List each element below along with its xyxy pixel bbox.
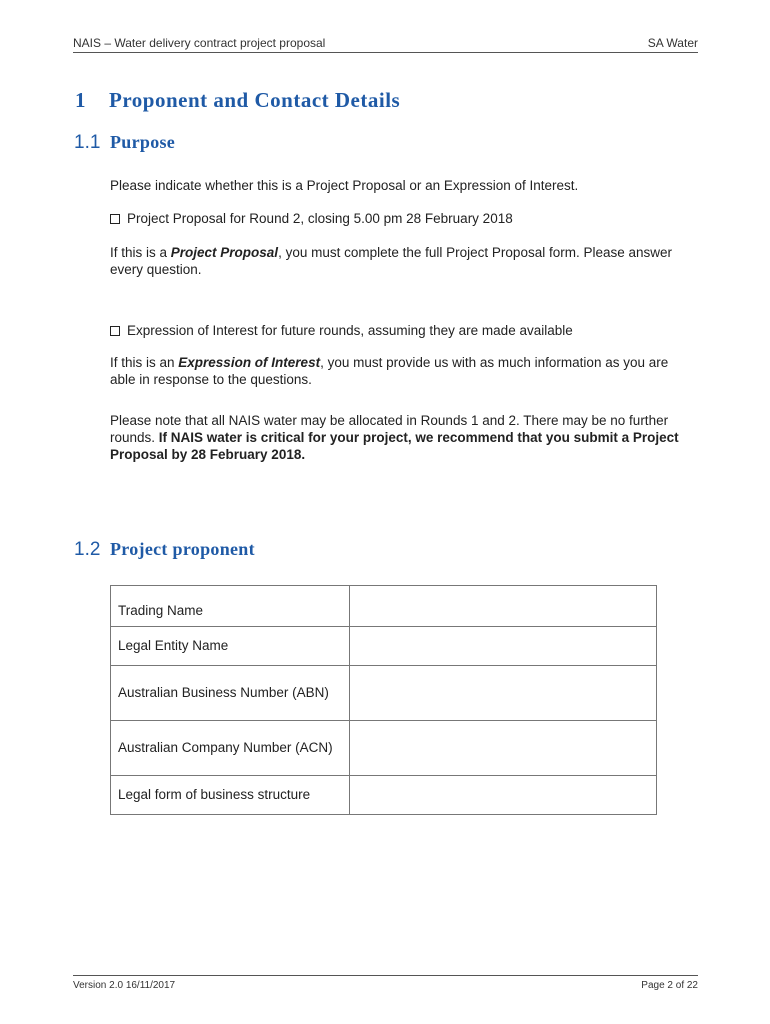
project-proponent-table bbox=[110, 585, 657, 815]
section-1-heading bbox=[75, 88, 400, 113]
page-header bbox=[73, 36, 698, 53]
proposal-instructions-suffix: , you must complete the full Project Proposal form. Please answer every question. bbox=[110, 245, 673, 277]
checkbox-icon[interactable] bbox=[110, 326, 120, 336]
page-footer bbox=[73, 975, 698, 991]
section-1-2-number: 1.2 bbox=[74, 539, 101, 560]
rounds-note-text: Please note that all NAIS water may be allocated in Rounds 1 and 2. There may be no further rounds. bbox=[110, 413, 669, 445]
checkbox-icon[interactable] bbox=[110, 214, 120, 224]
option-project-proposal[interactable] bbox=[110, 210, 690, 227]
table-row bbox=[111, 776, 657, 815]
acn-field[interactable] bbox=[350, 721, 657, 776]
section-1-2-heading bbox=[74, 539, 255, 561]
legal-entity-name-label: Legal Entity Name bbox=[111, 627, 350, 666]
section-1-1-title: Purpose bbox=[110, 132, 176, 152]
section-1-title: Proponent and Contact Details bbox=[109, 88, 401, 112]
section-1-number: 1 bbox=[75, 88, 86, 112]
table-row bbox=[111, 721, 657, 776]
header-document-title: NAIS – Water delivery contract project proposal bbox=[73, 36, 326, 50]
business-structure-label: Legal form of business structure bbox=[111, 776, 350, 815]
trading-name-label: Trading Name bbox=[111, 586, 350, 627]
option-expression-of-interest[interactable] bbox=[110, 322, 690, 339]
option-expression-of-interest-label: Expression of Interest for future rounds, assuming they are made available bbox=[127, 323, 573, 338]
table-row bbox=[111, 627, 657, 666]
legal-entity-name-field[interactable] bbox=[350, 627, 657, 666]
table-row bbox=[111, 666, 657, 721]
rounds-note bbox=[110, 412, 690, 463]
section-1-1-heading bbox=[74, 132, 175, 154]
proposal-instructions-prefix: If this is a bbox=[110, 245, 171, 260]
abn-label: Australian Business Number (ABN) bbox=[111, 666, 350, 721]
section-1-1-number: 1.1 bbox=[74, 132, 101, 153]
abn-field[interactable] bbox=[350, 666, 657, 721]
table-row bbox=[111, 586, 657, 627]
business-structure-field[interactable] bbox=[350, 776, 657, 815]
eoi-instructions bbox=[110, 354, 690, 388]
section-1-2-title: Project proponent bbox=[110, 539, 255, 559]
proposal-instructions bbox=[110, 244, 690, 278]
rounds-note-recommendation: If NAIS water is critical for your project, we recommend that you submit a Project Proposal by 28 February 2018. bbox=[110, 430, 679, 462]
eoi-instructions-prefix: If this is an bbox=[110, 355, 179, 370]
header-organisation: SA Water bbox=[647, 36, 698, 50]
eoi-instructions-suffix: , you must provide us with as much information as you are able in response to the questions. bbox=[110, 355, 669, 387]
purpose-intro: Please indicate whether this is a Project Proposal or an Expression of Interest. bbox=[110, 178, 579, 193]
option-project-proposal-label: Project Proposal for Round 2, closing 5.00 pm 28 February 2018 bbox=[127, 211, 513, 226]
proposal-instructions-emphasis: Project Proposal bbox=[170, 245, 279, 260]
acn-label: Australian Company Number (ACN) bbox=[111, 721, 350, 776]
eoi-instructions-emphasis: Expression of Interest bbox=[178, 355, 321, 370]
footer-version: Version 2.0 16/11/2017 bbox=[73, 980, 176, 991]
trading-name-field[interactable] bbox=[350, 586, 657, 627]
footer-page-number: Page 2 of 22 bbox=[641, 980, 698, 991]
